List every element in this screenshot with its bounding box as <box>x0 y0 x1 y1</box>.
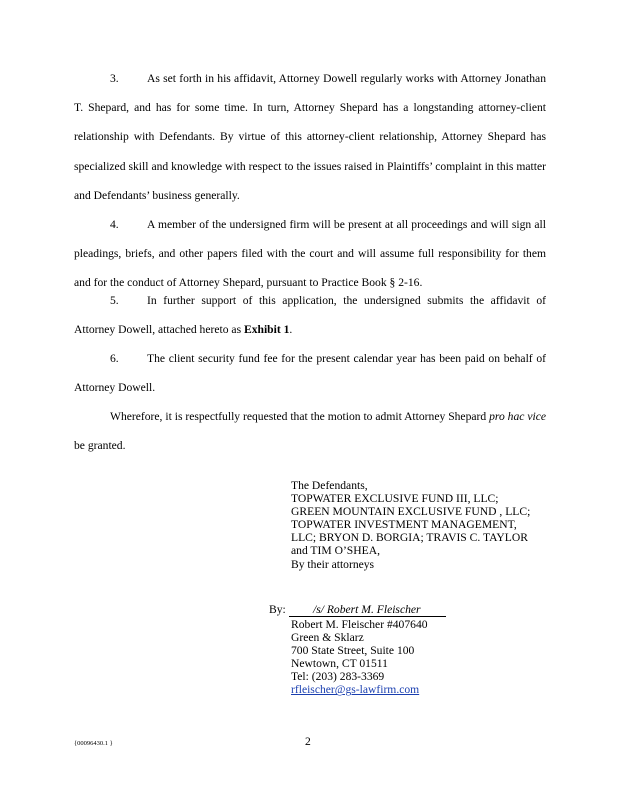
email-link[interactable]: rfleischer@gs-lawfirm.com <box>291 683 420 697</box>
paragraph-6 <box>74 344 546 402</box>
attorney-contact-block <box>291 618 428 697</box>
paragraph-text: As set forth in his affidavit, Attorney Dowell regularly works with Attorney Jonathan T. Shepard, and has for some time. In turn, Attorney Shepard has a longstanding attorney-client relationship with Defendants. By virtue of this attorney-client relationship, Attorney Shepard has specialized skill and knowledge with respect to the issues raised in Plaintiffs’ complaint in this matter and Defendants’ business generally. <box>74 72 546 202</box>
paragraph-number: 6. <box>110 352 119 365</box>
paragraph-5: 5. In further support of this application, the undersigned submits the affidavit of Attorney Dowell, attached hereto as Exhibit 1. <box>74 286 546 344</box>
paragraph-text: In further support of this application, the undersigned submits the affidavit of Attorney Dowell, attached hereto as <box>74 294 546 337</box>
signature-block-parties: The Defendants, TOPWATER EXCLUSIVE FUND III, LLC; GREEN MOUNTAIN EXCLUSIVE FUND , LLC; TOPWATER INVESTMENT MANAGEMENT, LLC; BRYON D. BORGIA; TRAVIS C. TAYLOR and TIM O’SHEA, By their attorneys <box>291 479 531 571</box>
firm-name: Green & Sklarz <box>291 631 364 645</box>
paragraph-3 <box>74 64 546 210</box>
closing-paragraph: Wherefore, it is respectfully requested that the motion to admit Attorney Shepard pro hac vice be granted. <box>74 410 546 453</box>
paragraph-number: 5. <box>110 294 119 307</box>
telephone: Tel: (203) 283-3369 <box>291 670 385 684</box>
latin-phrase: pro hac vice <box>489 410 546 423</box>
document-id: {00096430.1 } <box>74 740 113 747</box>
signature-line: /s/ Robert M. Fleischer <box>289 603 446 617</box>
by-label: By: <box>269 603 286 616</box>
paragraph-number: 3. <box>110 72 119 85</box>
exhibit-reference: Exhibit 1 <box>243 323 290 337</box>
city-state-zip: Newtown, CT 01511 <box>291 657 388 671</box>
paragraph-text: A member of the undersigned firm will be present at all proceedings and will sign all pleadings, briefs, and other papers filed with the court and will assume full responsibility for them and for the conduct of Attorney Shepard, pursuant to Practice Book § 2-16. <box>74 218 546 290</box>
paragraph-4 <box>74 210 546 298</box>
street-address: 700 State Street, Suite 100 <box>291 644 415 658</box>
attorney-name: Robert M. Fleischer #407640 <box>291 618 428 631</box>
paragraph-text: The client security fund fee for the present calendar year has been paid on behalf of Attorney Dowell. <box>74 352 546 395</box>
paragraph-number: 4. <box>110 218 119 231</box>
page-number: 2 <box>305 735 311 748</box>
